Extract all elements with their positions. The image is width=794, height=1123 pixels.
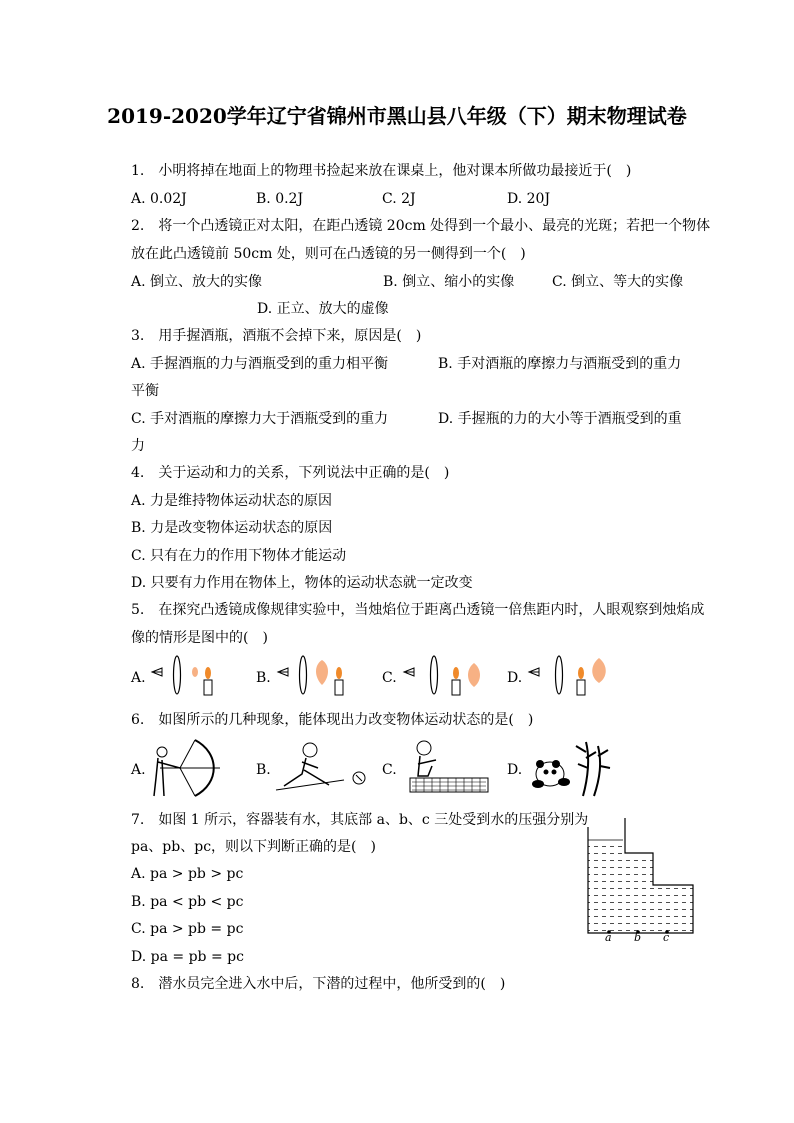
- image-flame-icon: [468, 663, 480, 687]
- q6-option-a-label[interactable]: A.: [131, 762, 146, 778]
- candle-icon: [335, 667, 343, 695]
- kicker-figure[interactable]: [274, 740, 369, 795]
- q7-stem-line1: 7. 如图 1 所示，容器装有水，其底部 a、b、c 三处受到水的压强分别为: [131, 812, 589, 828]
- q3-stem: 3. 用手握酒瓶，酒瓶不会掉下来，原因是( ): [131, 328, 422, 344]
- q4-stem: 4. 关于运动和力的关系，下列说法中正确的是( ): [131, 465, 450, 481]
- image-flame-icon: [192, 667, 198, 677]
- q5-option-d-figure[interactable]: [527, 655, 617, 700]
- lens-icon: [174, 656, 181, 694]
- page-title: 2019-2020学年辽宁省锦州市黑山县八年级（下）期末物理试卷: [107, 104, 687, 128]
- q7-option-c[interactable]: C. pa > pb = pc: [131, 921, 244, 937]
- q3-option-d-cont: 力: [131, 438, 145, 454]
- point-c-label: c: [663, 931, 670, 944]
- q3-option-d[interactable]: D. 手握瓶的力的大小等于酒瓶受到的重: [438, 411, 682, 427]
- candle-icon: [204, 667, 212, 695]
- q3-option-b[interactable]: B. 手对酒瓶的摩擦力与酒瓶受到的重力: [438, 356, 682, 372]
- q8-stem: 8. 潜水员完全进入水中后，下潜的过程中，他所受到的( ): [131, 976, 506, 992]
- q7-option-a[interactable]: A. pa > pb > pc: [131, 866, 244, 882]
- q4-option-a[interactable]: A. 力是维持物体运动状态的原因: [131, 493, 333, 509]
- panda-bamboo-figure[interactable]: [528, 738, 613, 796]
- q1-option-b[interactable]: B. 0.2J: [256, 191, 304, 207]
- q1-option-a[interactable]: A. 0.02J: [131, 191, 187, 207]
- candle-icon: [577, 667, 585, 695]
- q4-option-d[interactable]: D. 只要有力作用在物体上，物体的运动状态就一定改变: [131, 575, 473, 591]
- lens-icon: [556, 656, 563, 694]
- q2-option-b[interactable]: B. 倒立、缩小的实像: [383, 274, 515, 290]
- q3-option-c[interactable]: C. 手对酒瓶的摩擦力大于酒瓶受到的重力: [131, 411, 389, 427]
- q7-option-d[interactable]: D. pa = pb = pc: [131, 949, 244, 965]
- q1-stem: 1. 小明将掉在地面上的物理书捡起来放在课桌上，他对课本所做功最接近于( ): [131, 163, 632, 179]
- eye-icon: [404, 668, 414, 676]
- q2-stem-line1: 2. 将一个凸透镜正对太阳，在距凸透镜 20cm 处得到一个最小、最亮的光斑；若把一个物体: [131, 218, 711, 234]
- candle-icon: [452, 667, 460, 695]
- lens-icon: [431, 656, 438, 694]
- point-a-label: a: [605, 931, 612, 944]
- q5-option-b-figure[interactable]: [276, 655, 351, 700]
- q5-stem-line2: 像的情形是图中的( ): [131, 630, 268, 646]
- image-flame-icon: [316, 660, 328, 685]
- eye-icon: [152, 668, 162, 676]
- q2-option-d[interactable]: D. 正立、放大的虚像: [257, 301, 389, 317]
- q5-stem-line1: 5. 在探究凸透镜成像规律实验中，当烛焰位于距离凸透镜一倍焦距内时，人眼观察到烛焰成: [131, 602, 705, 618]
- q5-option-d-label[interactable]: D.: [507, 670, 523, 686]
- q5-option-c-figure[interactable]: [402, 655, 492, 700]
- q5-option-c-label[interactable]: C.: [382, 670, 397, 686]
- q2-option-a[interactable]: A. 倒立、放大的实像: [131, 274, 263, 290]
- q5-option-b-label[interactable]: B.: [256, 670, 271, 686]
- q4-option-c[interactable]: C. 只有在力的作用下物体才能运动: [131, 548, 347, 564]
- q7-option-b[interactable]: B. pa < pb < pc: [131, 894, 244, 910]
- q2-option-c[interactable]: C. 倒立、等大的实像: [552, 274, 684, 290]
- q6-option-c-label[interactable]: C.: [382, 762, 397, 778]
- q4-option-b[interactable]: B. 力是改变物体运动状态的原因: [131, 520, 333, 536]
- q5-option-a-figure[interactable]: [150, 655, 220, 700]
- q3-option-b-cont: 平衡: [131, 383, 159, 399]
- q3-option-a[interactable]: A. 手握酒瓶的力与酒瓶受到的重力相平衡: [131, 356, 389, 372]
- q5-option-a-label[interactable]: A.: [131, 670, 146, 686]
- eye-icon: [278, 668, 288, 676]
- q6-stem: 6. 如图所示的几种现象，能体现出力改变物体运动状态的是( ): [131, 712, 534, 728]
- q6-option-b-label[interactable]: B.: [256, 762, 271, 778]
- q2-stem-line2: 放在此凸透镜前 50cm 处，则可在凸透镜的另一侧得到一个( ): [131, 246, 526, 262]
- diver-figure[interactable]: [402, 738, 492, 796]
- q7-stem-line2: pa、pb、pc，则以下判断正确的是( ): [131, 839, 376, 855]
- water-container-figure: [585, 815, 695, 945]
- archer-figure[interactable]: [150, 738, 225, 798]
- q1-option-c[interactable]: C. 2J: [382, 191, 416, 207]
- eye-icon: [529, 668, 539, 676]
- image-flame-icon: [592, 658, 606, 683]
- q6-option-d-label[interactable]: D.: [507, 762, 523, 778]
- point-b-label: b: [634, 931, 642, 944]
- lens-icon: [300, 656, 307, 694]
- q1-option-d[interactable]: D. 20J: [507, 191, 551, 207]
